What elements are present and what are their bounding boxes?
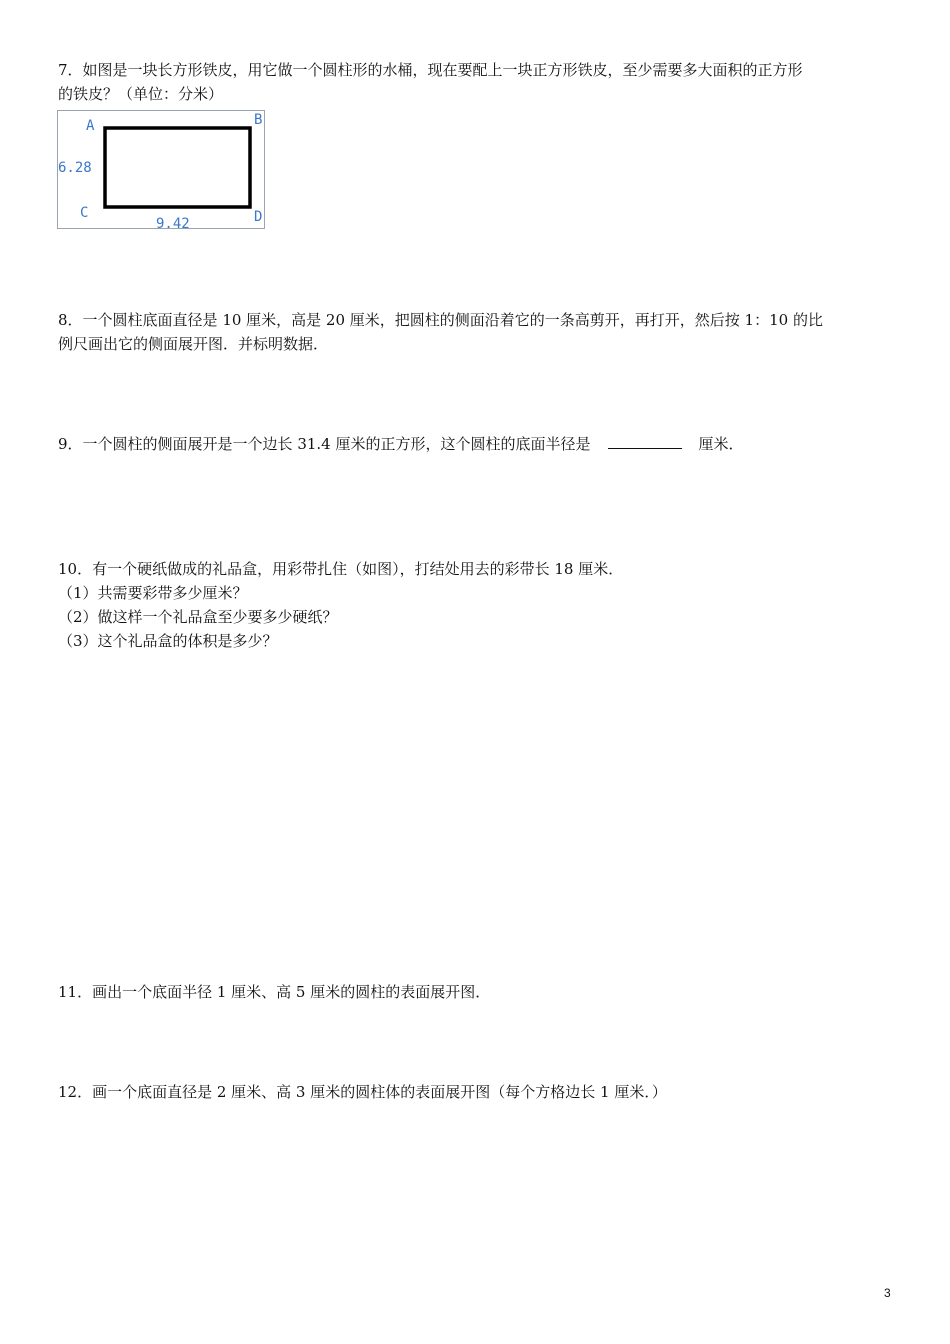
iron-sheet-rectangle (105, 128, 250, 207)
height-label: 6.28 (58, 160, 92, 176)
question-12-text: 12．画一个底面直径是 2 厘米、高 3 厘米的圆柱体的表面展开图（每个方格边长 1 厘米．） (58, 1083, 667, 1101)
page-number: 3 (884, 1286, 891, 1300)
question-8 (58, 308, 898, 356)
question-9 (58, 432, 898, 456)
question-7-line-1: 7．如图是一块长方形铁皮，用它做一个圆柱形的水桶，现在要配上一块正方形铁皮，至少需要多大面积的正方形 (58, 61, 803, 79)
question-10-sub-3: （3）这个礼品盒的体积是多少？ (58, 632, 278, 650)
question-9-text (58, 432, 898, 456)
question-11 (58, 980, 898, 1004)
answer-blank[interactable] (608, 434, 682, 449)
question-9-after: 厘米． (698, 435, 744, 453)
question-11-text: 11．画出一个底面半径 1 厘米、高 5 厘米的圆柱的表面展开图． (58, 983, 491, 1001)
question-7 (58, 58, 898, 106)
question-7-line-2: 的铁皮？（单位：分米） (58, 85, 224, 103)
question-10-sub-1: （1）共需要彩带多少厘米？ (58, 584, 248, 602)
question-12 (58, 1080, 898, 1104)
rectangle-figure (57, 110, 265, 229)
question-9-before: 9．一个圆柱的侧面展开是一个边长 31.4 厘米的正方形，这个圆柱的底面半径是 (58, 435, 591, 453)
width-label: 9.42 (156, 216, 190, 228)
corner-label-d: D (254, 209, 263, 225)
question-10 (58, 557, 898, 653)
question-8-line-1: 8．一个圆柱底面直径是 10 厘米，高是 20 厘米，把圆柱的侧面沿着它的一条高剪开，再打开，然后按 1：10 的比 (58, 311, 823, 329)
question-8-line-2: 例尺画出它的侧面展开图．并标明数据． (58, 335, 329, 353)
question-10-intro: 10．有一个硬纸做成的礼品盒，用彩带扎住（如图），打结处用去的彩带长 18 厘米． (58, 560, 624, 578)
question-10-sub-2: （2）做这样一个礼品盒至少要多少硬纸？ (58, 608, 338, 626)
corner-label-b: B (254, 112, 263, 128)
corner-label-a: A (86, 118, 95, 134)
corner-label-c: C (80, 205, 89, 221)
rectangle-diagram (58, 111, 264, 228)
